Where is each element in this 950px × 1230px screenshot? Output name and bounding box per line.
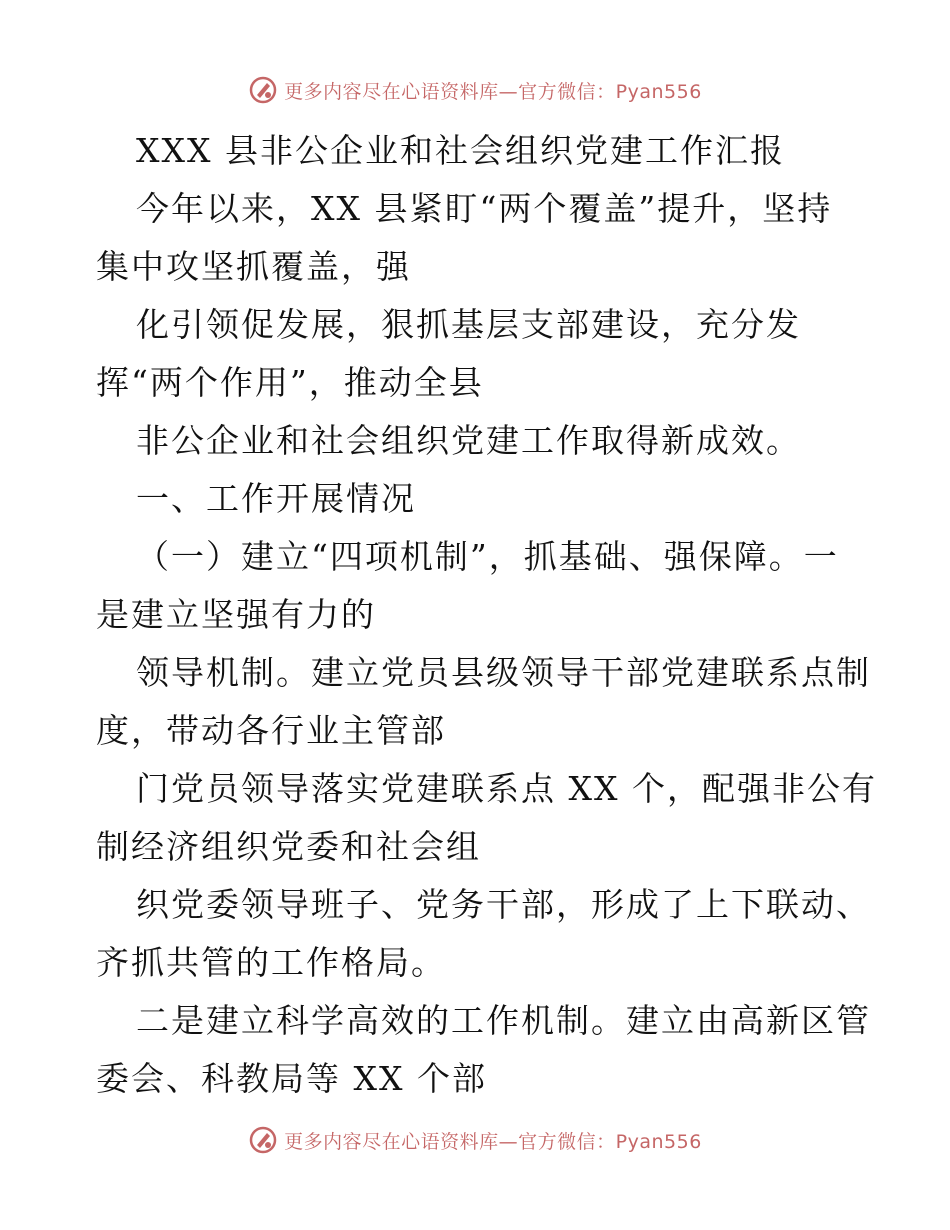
watermark-text: 更多内容尽在心语资料库—官方微信：Pyan556 [284, 80, 702, 103]
paragraph-line: 委会、科教局等 XX 个部 [96, 1059, 487, 1098]
paragraph-line: 非公企业和社会组织党建工作取得新成效。 [136, 421, 801, 460]
subsection-heading: （一）建立“四项机制”，抓基础、强保障。一 [136, 537, 839, 576]
watermark-text: 更多内容尽在心语资料库—官方微信：Pyan556 [284, 1130, 702, 1153]
document-title: XXX 县非公企业和社会组织党建工作汇报 [136, 131, 785, 170]
paragraph-line: 挥“两个作用”，推动全县 [96, 363, 484, 402]
paragraph-line: 齐抓共管的工作格局。 [96, 943, 446, 982]
pen-seal-icon [248, 1125, 278, 1155]
paragraph-line: 化引领促发展，狠抓基层支部建设，充分发 [136, 305, 801, 344]
paragraph-line: 度，带动各行业主管部 [96, 711, 446, 750]
paragraph-line: 是建立坚强有力的 [96, 595, 376, 634]
paragraph-line: 门党员领导落实党建联系点 XX 个，配强非公有 [136, 769, 877, 808]
paragraph-line: 制经济组织党委和社会组 [96, 827, 481, 866]
section-heading: 一、工作开展情况 [136, 479, 416, 518]
paragraph-line: 集中攻坚抓覆盖，强 [96, 247, 411, 286]
document-body [96, 122, 877, 1108]
paragraph-line: 领导机制。建立党员县级领导干部党建联系点制 [136, 653, 871, 692]
footer-watermark [0, 1120, 950, 1160]
header-watermark [0, 70, 950, 110]
paragraph-line: 今年以来，XX 县紧盯“两个覆盖”提升，坚持 [136, 189, 833, 228]
pen-seal-icon [248, 75, 278, 105]
paragraph-line: 二是建立科学高效的工作机制。建立由高新区管 [136, 1001, 871, 1040]
paragraph-line: 织党委领导班子、党务干部，形成了上下联动、 [136, 885, 871, 924]
